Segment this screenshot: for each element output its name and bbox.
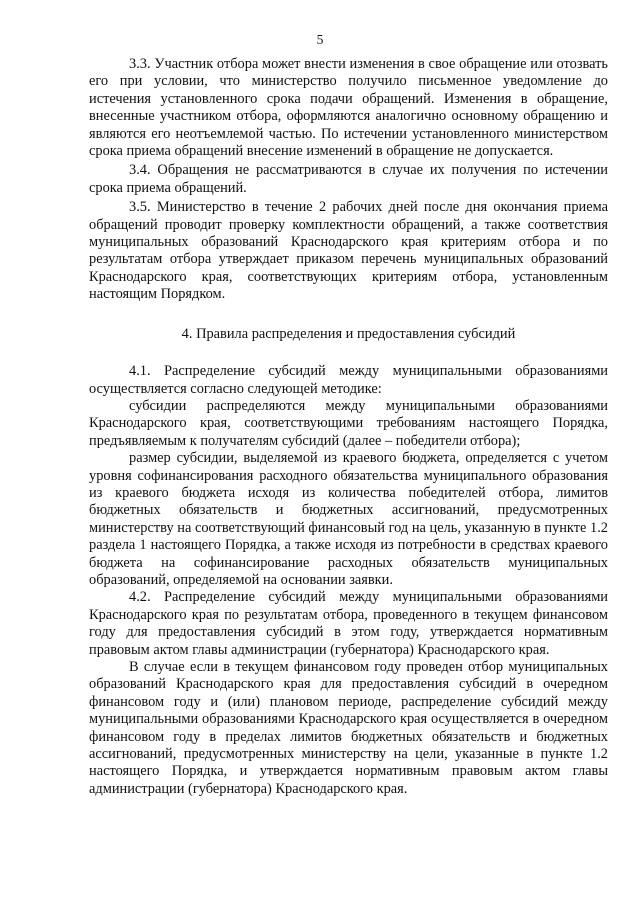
section-4-heading: 4. Правила распределения и предоставления субсидий <box>181 325 516 342</box>
page-number: 5 <box>316 32 324 47</box>
paragraph-4-1: 4.1. Распределение субсидий между муниципальными образованиями осуществляется согласно следующей методике: <box>89 363 608 397</box>
paragraph-4-2-case: В случае если в текущем финансовом году проведен отбор муниципальных образований Краснодарского края для предоставления субсидий в очередном финансовом году и (или) плановом периоде, распределение субсидий между муниципальными образованиями Краснодарского края осуществляется в очередном финансовом году в пределах лимитов бюджетных обязательств и бюджетных ассигнований, предусмотренных министерству на цели, указанные в пункте 1.2 настоящего Порядка, и утверждается нормативным правовым актом главы администрации (губернатора) Краснодарского края. <box>89 659 608 797</box>
paragraph-3-3: 3.3. Участник отбора может внести изменения в свое обращение или отозвать его при условии, что министерство получило письменное уведомление до истечения установленного срока подачи обращений. Изменения в обращение, внесенные участником отбора, оформляются аналогично основному обращению и являются его неотъемлемой частью. По истечении установленного министерством срока приема обращений внесение изменений в обращение не допускается. <box>89 56 608 160</box>
paragraph-3-4: 3.4. Обращения не рассматриваются в случае их получения по истечении срока приема обращений. <box>89 162 608 196</box>
document-body <box>89 56 608 798</box>
paragraph-4-2: 4.2. Распределение субсидий между муниципальными образованиями Краснодарского края по результатам отбора, проведенного в текущем финансовом году для предоставления субсидий в этом году, утверждается нормативным правовым актом главы администрации (губернатора) Краснодарского края. <box>89 589 608 658</box>
paragraph-4-1-amount: размер субсидии, выделяемой из краевого бюджета, определяется с учетом уровня софинансирования расходного обязательства муниципального образования из краевого бюджета исходя из количества победителей отбора, лимитов бюджетных обязательств и бюджетных ассигнований, предусмотренных министерству на соответствующий финансовый год на цель, указанную в пункте 1.2 раздела 1 настоящего Порядка, а также исходя из потребности в средствах краевого бюджета на софинансирование расходных обязательств муниципальных образований, определяемой на основании заявки. <box>89 450 608 588</box>
paragraph-3-5: 3.5. Министерство в течение 2 рабочих дней после дня окончания приема обращений проводит проверку комплектности обращений, а также соответствия муниципальных образований Краснодарского края критериям отбора и по результатам отбора утверждает приказом перечень муниципальных образований Краснодарского края, соответствующих критериям отбора, установленным настоящим Порядком. <box>89 199 608 303</box>
paragraph-4-1-subsidies: субсидии распределяются между муниципальными образованиями Краснодарского края, соответствующими требованиям настоящего Порядка, предъявляемым к получателям субсидий (далее – победители отбора); <box>89 397 608 449</box>
